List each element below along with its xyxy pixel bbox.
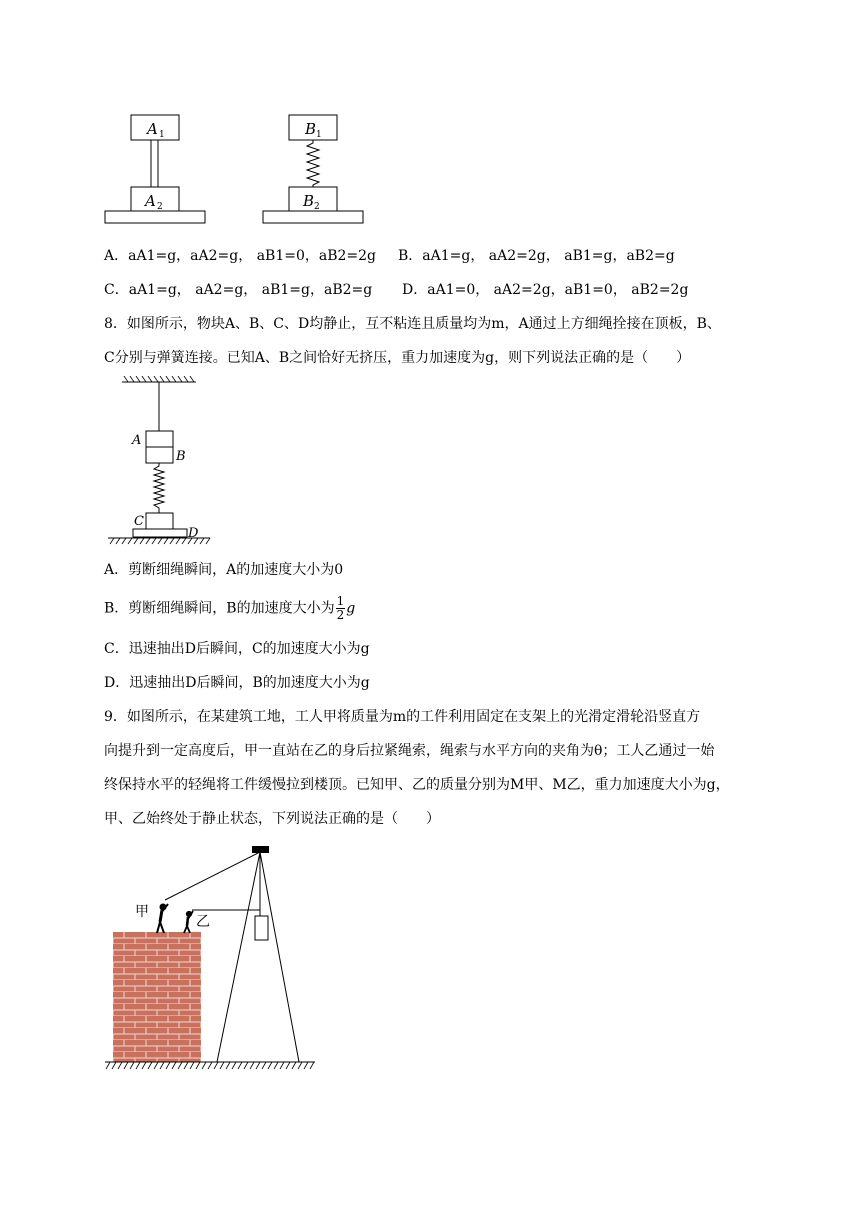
spring-b	[307, 140, 319, 187]
q8-option-d: D．迅速抽出D后瞬间，B的加速度大小为g	[104, 675, 370, 691]
brick-building	[113, 932, 201, 1062]
svg-text:1: 1	[316, 130, 322, 140]
svg-text:2: 2	[314, 202, 320, 212]
base-left	[105, 211, 205, 223]
q8-figure	[100, 376, 220, 551]
q9-stem-line-3: 终保持水平的轻绳将工件缓慢拉到楼顶。已知甲、乙的质量分别为M甲、M乙，重力加速度大小为g，	[104, 777, 730, 793]
q8-option-c: C．迅速抽出D后瞬间，C的加速度大小为g	[104, 641, 370, 657]
block-c	[146, 513, 173, 529]
worker-jia	[157, 904, 168, 933]
label-d: D	[188, 526, 199, 541]
support-right-leg	[260, 852, 299, 1062]
base-right	[263, 211, 363, 223]
ceiling-hatch	[124, 376, 194, 382]
q8-option-a: A．剪断细绳瞬间，A的加速度大小为0	[104, 562, 344, 578]
q8-stem-line-1: 8．如图所示，物块A、B、C、D均静止，互不粘连且质量均为m，A通过上方细绳拴接在顶板，B、	[104, 316, 721, 332]
label-a: A	[132, 433, 142, 448]
q8-option-b: B．剪断细绳瞬间，B的加速度大小为 $\frac{1}{2}$ g	[104, 594, 356, 622]
q7-option-d: D．aA1=0， aA2=2g，aB1=0， aB2=2g	[402, 282, 689, 298]
block-b	[146, 447, 173, 463]
q7-option-a: A．aA1=g，aA2=g， aB1=0，aB2=2g	[104, 248, 377, 264]
q9-stem-line-4: 甲、乙始终处于静止状态，下列说法正确的是（ ）	[104, 811, 440, 827]
worker-yi	[184, 911, 193, 933]
spring	[154, 463, 164, 513]
q9-figure	[100, 840, 325, 1075]
fraction-one-half: $\frac{1}{2}$	[336, 594, 345, 622]
label-c: C	[134, 514, 144, 529]
svg-text:2: 2	[157, 202, 163, 212]
label-b2: B	[303, 192, 315, 210]
label-jia: 甲	[135, 904, 149, 920]
pulley	[252, 846, 269, 853]
q7-option-b: B．aA1=g， aA2=2g， aB1=g，aB2=g	[398, 248, 675, 264]
q9-stem-line-2: 向提升到一定高度后，甲一直站在乙的身后拉紧绳索，绳索与水平方向的夹角为θ；工人乙通过一始	[104, 743, 715, 759]
q8-stem-line-2: C分别与弹簧连接。已知A、B之间恰好无挤压，重力加速度为g，则下列说法正确的是（ ）	[104, 350, 691, 366]
q7-figure	[100, 110, 370, 230]
workpiece	[255, 916, 268, 940]
label-b1: B	[305, 120, 317, 138]
label-b: B	[176, 449, 186, 464]
plate-d	[133, 529, 187, 537]
support-left-leg	[217, 852, 260, 1062]
block-a	[146, 431, 173, 447]
rope-jia	[165, 852, 260, 900]
q9-stem-line-1: 9．如图所示，在某建筑工地，工人甲将质量为m的工件利用固定在支架上的光滑定滑轮沿竖直方	[104, 709, 701, 725]
label-a1: A	[147, 120, 158, 138]
q7-option-c: C．aA1=g， aA2=g， aB1=g，aB2=g	[104, 282, 373, 298]
ground-hatch	[106, 1062, 314, 1069]
label-yi: 乙	[196, 914, 210, 930]
svg-text:1: 1	[159, 130, 165, 140]
label-a2: A	[145, 192, 156, 210]
